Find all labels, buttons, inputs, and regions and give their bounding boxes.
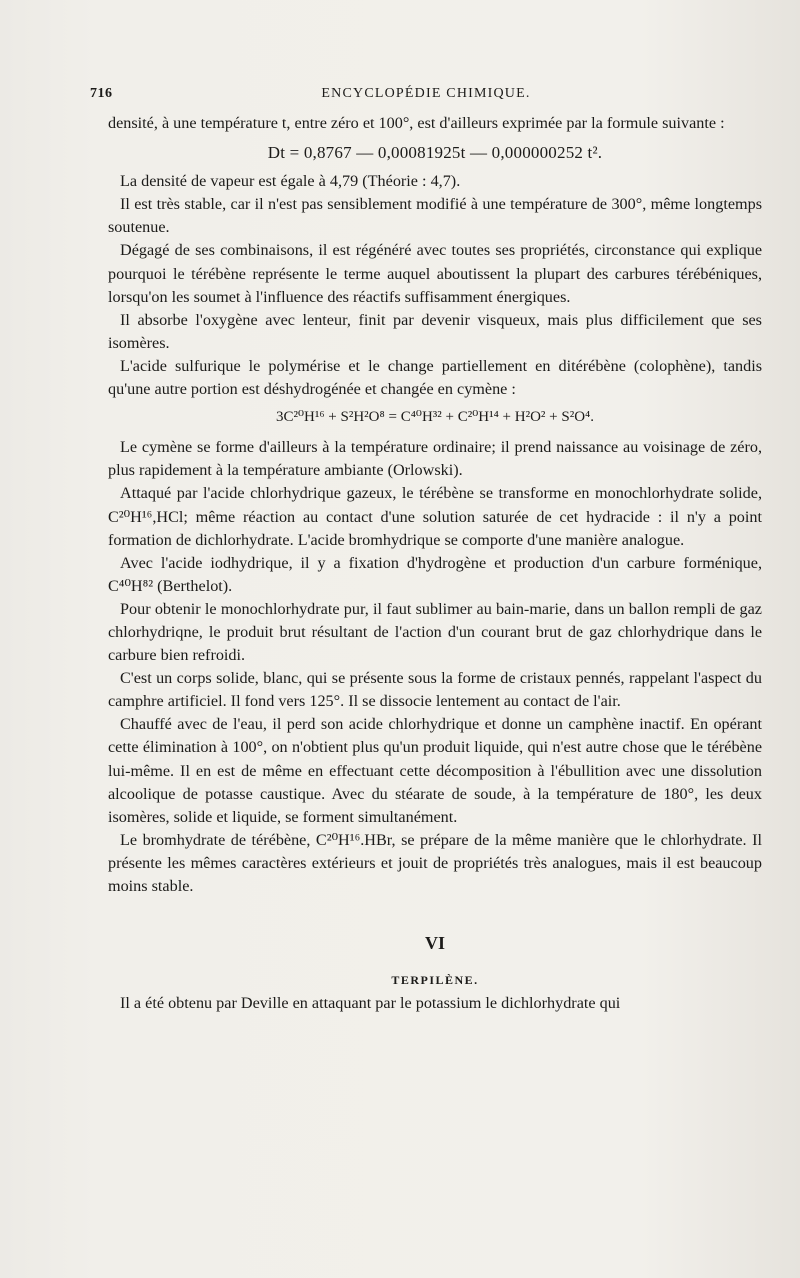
- paragraph: La densité de vapeur est égale à 4,79 (Théorie : 4,7).: [120, 172, 461, 191]
- paragraph: Chauffé avec de l'eau, il perd son acide chlorhydrique et donne un camphène inactif. En opérant cette élimination à 100°, on n'obtient plus qu'un produit liquide, qui n'est autre chose que le térébène lui-même. Il en est de même en effectuant cette décomposition à l'ébullition avec une dissolution alcoolique de potasse caustique. Avec du stéarate de soude, à la température de 180°, les deux isomères, solide et liquide, se forment simultanément.: [108, 715, 762, 826]
- paragraph: Avec l'acide iodhydrique, il y a fixation d'hydrogène et production d'un carbure forménique, C⁴⁰H⁸² (Berthelot).: [108, 553, 762, 595]
- paragraph: Il a été obtenu par Deville en attaquant par le potassium le dichlorhydrate qui: [120, 994, 621, 1013]
- paragraph: Dégagé de ses combinaisons, il est régénéré avec toutes ses propriétés, circonstance qui explique pourquoi le térébène représente le terme auquel aboutissent la plupart des carbures térébéniques, lorsqu'on les soumet à l'influence des réactifs suffisamment énergiques.: [108, 241, 762, 306]
- paragraph: Attaqué par l'acide chlorhydrique gazeux, le térébène se transforme en monochlorhydrate solide, C²⁰H¹⁶,HCl; même réaction au contact d'une solution saturée de cet hydracide : il n'y a point formation de dichlorhydrate. L'acide bromhydrique se comporte d'une manière analogue.: [108, 484, 762, 549]
- running-title: ENCYCLOPÉDIE CHIMIQUE.: [321, 86, 531, 101]
- section-title: TERPILÈNE.: [391, 973, 479, 988]
- paragraph: Il absorbe l'oxygène avec lenteur, finit par devenir visqueux, mais plus difficilement que ses isomères.: [108, 310, 762, 352]
- section-number: VI: [424, 933, 445, 954]
- body-text: [108, 112, 762, 1015]
- paragraph: densité, à une température t, entre zéro et 100°, est d'ailleurs exprimée par la formule suivante :: [108, 114, 725, 132]
- paragraph: Le cymène se forme d'ailleurs à la température ordinaire; il prend naissance au voisinage de zéro, plus rapidement à la température ambiante (Orlowski).: [108, 438, 762, 480]
- running-header: [90, 86, 762, 106]
- paragraph: L'acide sulfurique le polymérise et le change partiellement en ditérébène (colophène), tandis qu'une autre portion est déshydrogénée et changée en cymène :: [108, 356, 762, 399]
- paragraph: Il est très stable, car il n'est pas sensiblement modifié à une température de 300°, même longtemps soutenue.: [108, 195, 762, 237]
- page-number: 716: [90, 86, 113, 101]
- paragraph: Pour obtenir le monochlorhydrate pur, il faut sublimer au bain-marie, dans un ballon rempli de gaz chlorhydriqne, le produit brut résultant de l'action d'un courant brut de gaz chlorhydrique dans le carbure bien refroidi.: [108, 599, 762, 665]
- paragraph: C'est un corps solide, blanc, qui se présente sous la forme de cristaux pennés, rappelant l'aspect du camphre artificiel. Il fond vers 125°. Il se dissocie lentement au contact de l'air.: [108, 669, 762, 711]
- density-formula: Dt = 0,8767 — 0,00081925t — 0,000000252 t².: [267, 143, 603, 163]
- reaction-equation: 3C²⁰H¹⁶ + S²H²O⁸ = C⁴⁰H³² + C²⁰H¹⁴ + H²O² + S²O⁴.: [275, 409, 595, 426]
- paragraph: Le bromhydrate de térébène, C²⁰H¹⁶.HBr, se prépare de la même manière que le chlorhydrate. Il présente les mêmes caractères extérieurs et jouit de propriétés très analogues, mais il est beaucoup moins stable.: [108, 830, 762, 895]
